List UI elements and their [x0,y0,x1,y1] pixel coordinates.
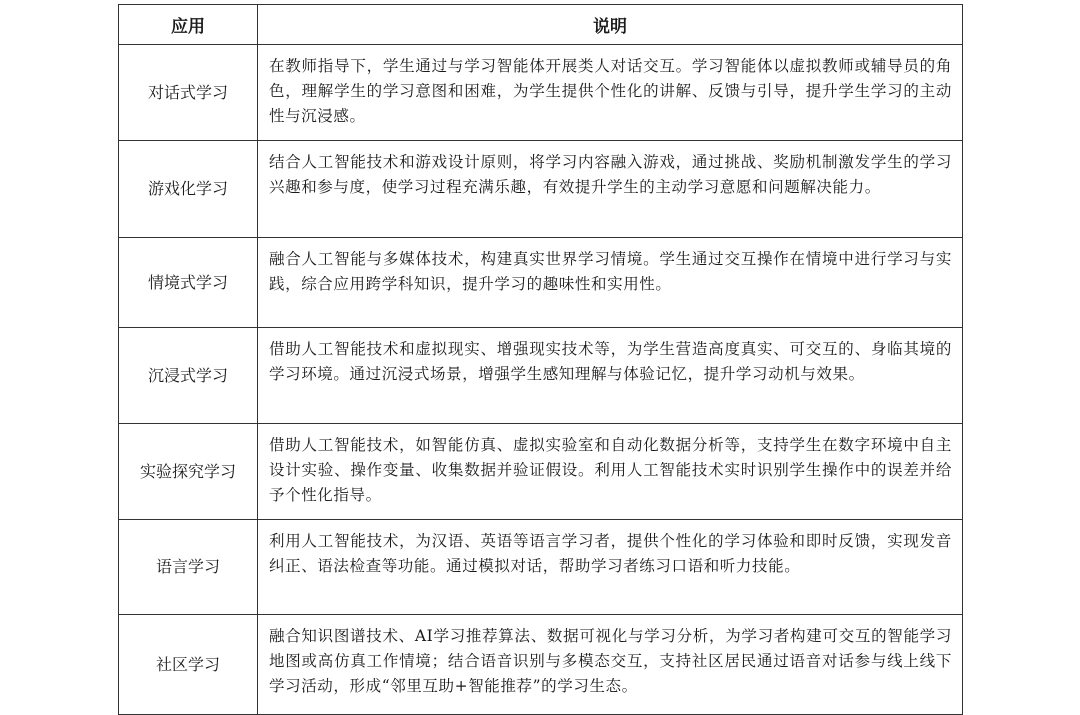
table-header-row [119,5,963,45]
table-row [119,615,963,715]
application-cell: 实验探究学习 [119,424,258,520]
description-cell: 利用人工智能技术，为汉语、英语等语言学习者，提供个性化的学习体验和即时反馈，实现发音纠正、语法检查等功能。通过模拟对话，帮助学习者练习口语和听力技能。 [258,520,963,615]
description-cell: 融合人工智能与多媒体技术，构建真实世界学习情境。学生通过交互操作在情境中进行学习与实践，综合应用跨学科知识，提升学习的趣味性和实用性。 [258,238,963,328]
application-table-container [118,4,962,715]
table-row [119,424,963,520]
description-cell: 融合知识图谱技术、AI学习推荐算法、数据可视化与学习分析，为学习者构建可交互的智能学习地图或高仿真工作情境；结合语音识别与多模态交互，支持社区居民通过语音对话参与线上线下学习活动，形成“邻里互助+智能推荐”的学习生态。 [258,615,963,715]
header-application: 应用 [119,5,258,45]
application-cell: 对话式学习 [119,45,258,141]
description-cell: 在教师指导下，学生通过与学习智能体开展类人对话交互。学习智能体以虚拟教师或辅导员的角色，理解学生的学习意图和困难，为学生提供个性化的讲解、反馈与引导，提升学生学习的主动性与沉浸感。 [258,45,963,141]
table-row [119,520,963,615]
table-row [119,141,963,238]
application-cell: 游戏化学习 [119,141,258,238]
application-table [118,4,963,715]
table-row [119,238,963,328]
application-cell: 语言学习 [119,520,258,615]
description-cell: 借助人工智能技术和虚拟现实、增强现实技术等，为学生营造高度真实、可交互的、身临其境的学习环境。通过沉浸式场景，增强学生感知理解与体验记忆，提升学习动机与效果。 [258,328,963,424]
application-cell: 沉浸式学习 [119,328,258,424]
description-cell: 借助人工智能技术，如智能仿真、虚拟实验室和自动化数据分析等，支持学生在数字环境中自主设计实验、操作变量、收集数据并验证假设。利用人工智能技术实时识别学生操作中的误差并给予个性化指导。 [258,424,963,520]
table-row [119,328,963,424]
application-cell: 情境式学习 [119,238,258,328]
description-cell: 结合人工智能技术和游戏设计原则，将学习内容融入游戏，通过挑战、奖励机制激发学生的学习兴趣和参与度，使学习过程充满乐趣，有效提升学生的主动学习意愿和问题解决能力。 [258,141,963,238]
table-row [119,45,963,141]
header-description: 说明 [258,5,963,45]
application-cell: 社区学习 [119,615,258,715]
